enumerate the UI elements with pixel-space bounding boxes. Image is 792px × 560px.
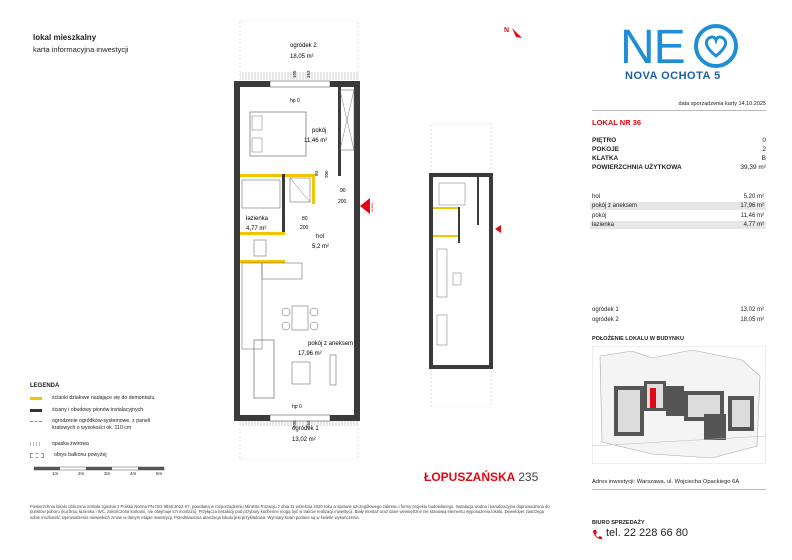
legend-swatch xyxy=(30,453,44,458)
legend-text: ściany i obudowy pionów instalacyjnych xyxy=(52,407,144,413)
garden2-area: 18,05 m² xyxy=(290,54,314,60)
legend-text: obrys balkonu powyżej xyxy=(54,452,107,458)
detail-row xyxy=(592,137,766,144)
scale-label: 2m xyxy=(78,471,85,476)
document-subtitle: karta informacyjna inwestycji xyxy=(33,45,129,54)
sales-phone[interactable]: tel. 22 228 66 80 xyxy=(606,527,688,539)
logo-text: NE xyxy=(620,21,685,74)
room-lazienka-label: łazienka xyxy=(246,216,269,222)
room-aneks-label: pokój z aneksem xyxy=(308,341,354,347)
garden-value: 13,02 m² xyxy=(740,307,764,313)
legend-swatch xyxy=(30,397,42,400)
dimension-label: 253 xyxy=(306,420,311,428)
garden-row xyxy=(590,306,766,314)
garden-value: 18,05 m² xyxy=(740,317,764,323)
entrance-label: wejście xyxy=(370,202,374,212)
garden-label: ogródek 1 xyxy=(592,307,619,313)
legend-item xyxy=(30,395,154,401)
unit-location-marker xyxy=(650,388,656,408)
room-label: pokój xyxy=(592,213,607,219)
brand-name: NOVA OCHOTA 5 xyxy=(625,70,721,82)
legend-item xyxy=(30,407,143,413)
room-label: hol xyxy=(592,194,601,200)
garden-label: ogródek 2 xyxy=(592,317,619,323)
room-pokoj-area: 11,46 m² xyxy=(304,138,328,144)
unit-number: LOKAL NR 36 xyxy=(592,118,642,127)
detail-label: KLATKA xyxy=(592,155,619,162)
room-label: łazienka xyxy=(592,222,615,228)
room-value: 5,20 m² xyxy=(743,194,764,200)
room-value: 17,96 m² xyxy=(740,203,764,209)
legend-swatch xyxy=(30,442,42,446)
divider xyxy=(592,489,766,490)
street-number: 235 xyxy=(518,470,539,484)
dimension-label: 253 xyxy=(306,70,311,78)
street-name xyxy=(424,470,538,484)
scale-label: 3m xyxy=(104,471,111,476)
garden1-area: 13,02 m² xyxy=(292,437,316,443)
site-plan xyxy=(592,346,766,464)
dimension-label: 90 xyxy=(340,188,346,194)
document-title: lokal mieszkalny xyxy=(33,33,97,42)
garden2-label: ogródek 2 xyxy=(290,43,317,49)
svg-text:N: N xyxy=(504,27,510,34)
garden1-label: ogródek 1 xyxy=(292,426,319,432)
floor-plan-thumbnail xyxy=(425,123,505,407)
room-row xyxy=(590,212,766,220)
room-row xyxy=(590,202,766,210)
room-pokoj-label: pokój xyxy=(312,128,327,134)
room-hol-area: 5,2 m² xyxy=(312,244,330,250)
legend-text: ogrodzenie ogródków-systemowe, z paneli kratowych o wysokości ok. 110 cm xyxy=(52,418,151,431)
detail-value: B xyxy=(761,155,766,162)
detail-value: 2 xyxy=(762,146,766,153)
dimension-label: 80 xyxy=(302,216,308,222)
hp-label: hp 0 xyxy=(292,404,302,410)
room-label: pokój z aneksem xyxy=(592,203,638,209)
room-lazienka-area: 4,77 m² xyxy=(246,226,267,232)
dimension-label: 80 xyxy=(314,170,319,176)
detail-row xyxy=(592,146,766,153)
disclaimer: Powierzchnia lokalu obliczona zostala zgodnie z Polska Norma PN-ISO 9836:2022-07, powołaną w rozporządzeniu Ministra Rozwoju z dnia 11 września 2020 roku w sprawie szczegółowego zakresu i formy projektu budowlanego. Instalacja wodna i kanalizacyjna doprowadzona do punktów poboru (kuchnia, łazienka i WC, zakończona korkami, nie obejmuje ich montażu). Przyłącza instalacji pod przybory kuchenne mogą być w trakcie realizacji inwestycji. Biały montaż oraz dane wewnętrzne nie stanowią elementu wyposażenia lokalu. Deweloper zastrzega sobie możliwość wprowadzenia niewielkich zmian w danym etapie inwestycji. Przedstawiona aranżacja lokalu jest przykładowa. Wymiary ścian podane są w świetle wykończenia. xyxy=(30,504,550,520)
street-label: ŁOPUSZAŃSKA xyxy=(424,470,515,484)
detail-row xyxy=(592,155,766,162)
room-row xyxy=(590,221,766,229)
legend-item xyxy=(30,452,106,458)
date-label: data sporządzenia karty 14.10.2025 xyxy=(678,101,766,107)
north-arrow-icon xyxy=(502,22,526,46)
dimension-label: 200 xyxy=(292,420,297,428)
detail-label: POWIERZCHNIA UŻYTKOWA xyxy=(592,164,682,171)
room-value: 11,46 m² xyxy=(740,213,764,219)
legend-text: ścianki działowe nadające się do demontażu xyxy=(52,395,155,401)
detail-label: PIĘTRO xyxy=(592,137,617,144)
dimension-label: 200 xyxy=(324,170,329,178)
dimension-label: 200 xyxy=(338,199,347,205)
room-value: 4,77 m² xyxy=(743,222,764,228)
hp-label: hp 0 xyxy=(290,98,300,104)
phone-icon xyxy=(592,528,602,540)
scale-label: 5m xyxy=(156,471,163,476)
detail-label: POKOJE xyxy=(592,146,620,153)
legend-swatch xyxy=(30,421,42,422)
legend-item xyxy=(30,441,89,447)
floor-plan xyxy=(230,20,380,460)
detail-row xyxy=(592,164,766,171)
legend-item xyxy=(30,418,152,432)
dimension-label: 105 xyxy=(292,70,297,78)
sales-label: BIURO SPRZEDAŻY xyxy=(592,520,645,526)
divider xyxy=(592,110,766,111)
scale-label: 4m xyxy=(130,471,137,476)
scale-label: 1m xyxy=(52,471,59,476)
entrance-arrow xyxy=(360,198,370,214)
heart-icon xyxy=(696,26,736,66)
room-hol-label: hol xyxy=(316,234,325,240)
room-aneks-area: 17,96 m² xyxy=(298,351,322,357)
garden-row xyxy=(590,316,766,324)
room-row xyxy=(590,193,766,201)
address: Adres inwestycji: Warszawa, ul. Wojciecha Opackiego 6A xyxy=(592,479,740,485)
location-title: POŁOŻENIE LOKALU W BUDYNKU xyxy=(592,336,684,342)
dimension-label: 200 xyxy=(300,225,309,231)
detail-value: 0 xyxy=(762,137,766,144)
detail-value: 39,39 m² xyxy=(740,164,766,171)
legend-title: LEGENDA xyxy=(30,383,60,389)
legend-text: opaska żwirowa xyxy=(52,441,89,447)
legend-swatch xyxy=(30,409,42,412)
